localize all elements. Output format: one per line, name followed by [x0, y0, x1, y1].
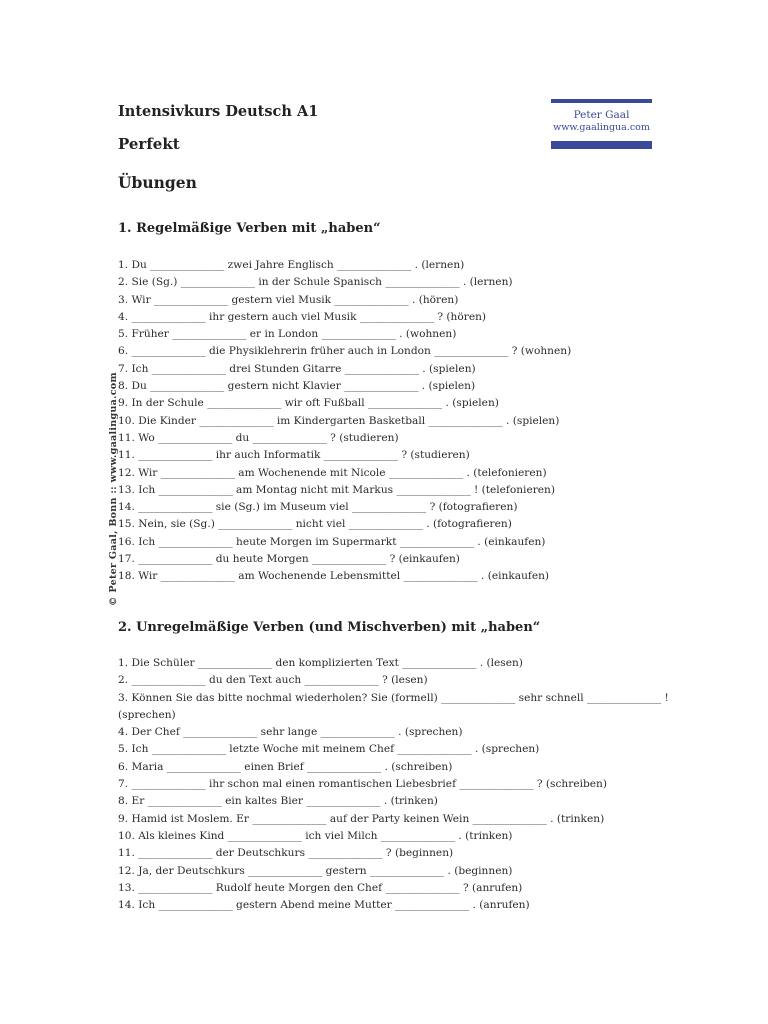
exercise-item: 15. Nein, sie (Sg.) ______________ nicht viel ______________ . (fotografieren): [118, 518, 512, 531]
exercise-item: 2. Sie (Sg.) ______________ in der Schule Spanisch ______________ . (lernen): [118, 276, 513, 289]
exercise-item: 14. Ich ______________ gestern Abend meine Mutter ______________ . (anrufen): [118, 899, 530, 912]
logo-author-name: Peter Gaal: [573, 109, 630, 121]
exercise-item: 6. Maria ______________ einen Brief ______________ . (schreiben): [118, 760, 453, 773]
exercise-item: 3. Wir ______________ gestern viel Musik ______________ . (hören): [118, 293, 459, 306]
exercise-item: 10. Die Kinder ______________ im Kindergarten Basketball ______________ . (spielen): [118, 414, 560, 427]
logo-bottom-bar: [551, 141, 652, 149]
exercise-item: 9. Hamid ist Moslem. Er ______________ auf der Party keinen Wein ______________ . (trinken): [118, 812, 605, 825]
exercise-item: 10. Als kleines Kind ______________ ich viel Milch ______________ . (trinken): [118, 829, 513, 842]
exercise-item: 8. Du ______________ gestern nicht Klavier ______________ . (spielen): [118, 380, 476, 393]
exercise-item: 9. In der Schule ______________ wir oft Fußball ______________ . (spielen): [118, 397, 499, 410]
exercise-item: 12. Ja, der Deutschkurs ______________ gestern ______________ . (beginnen): [118, 864, 513, 877]
author-logo: [551, 99, 652, 149]
logo-top-bar: [551, 99, 652, 103]
exercise-item: 17. ______________ du heute Morgen ______________ ? (einkaufen): [118, 553, 460, 566]
copyright-vertical: © Peter Gaal, Bonn :: www.gaalingua.com: [108, 372, 119, 606]
exercise-item: 7. ______________ ihr schon mal einen romantischen Liebesbrief ______________ ? (schreiben): [118, 778, 607, 791]
section-2-title: 2. Unregelmäßige Verben (und Mischverben) mit „haben“: [118, 620, 541, 635]
exercise-item: 1. Du ______________ zwei Jahre Englisch ______________ . (lernen): [118, 259, 465, 271]
exercise-item: 5. Ich ______________ letzte Woche mit meinem Chef ______________ . (sprechen): [118, 743, 540, 756]
exercise-item: 11. Wo ______________ du ______________ ? (studieren): [118, 431, 399, 444]
logo-website: www.gaalingua.com: [553, 122, 650, 133]
exercise-item: 11. ______________ ihr auch Informatik ______________ ? (studieren): [118, 449, 470, 462]
exercise-item: 12. Wir ______________ am Wochenende mit Nicole ______________ . (telefonieren): [118, 466, 547, 479]
exercise-item: 11. ______________ der Deutschkurs ______________ ? (beginnen): [118, 847, 454, 860]
exercise-item: 7. Ich ______________ drei Stunden Gitarre ______________ . (spielen): [118, 362, 476, 375]
exercise-item: 14. ______________ sie (Sg.) im Museum viel ______________ ? (fotografieren): [118, 501, 518, 514]
exercise-item: 16. Ich ______________ heute Morgen im Supermarkt ______________ . (einkaufen): [118, 535, 546, 548]
exercise-item: 8. Er ______________ ein kaltes Bier ______________ . (trinken): [118, 795, 438, 808]
exercises-heading: Übungen: [118, 173, 197, 192]
exercise-item: 1. Die Schüler ______________ den komplizierten Text ______________ . (lesen): [118, 657, 523, 669]
exercise-item: 6. ______________ die Physiklehrerin früher auch in London ______________ ? (wohnen): [118, 345, 572, 358]
exercise-item: 3. Können Sie das bitte nochmal wiederholen? Sie (formell) ______________ sehr schnell ______________ ! (sprechen): [118, 691, 669, 721]
exercise-item: 18. Wir ______________ am Wochenende Lebensmittel ______________ . (einkaufen): [118, 570, 550, 583]
course-title: Intensivkurs Deutsch A1: [118, 103, 319, 120]
exercise-item: 2. ______________ du den Text auch ______________ ? (lesen): [118, 674, 428, 687]
section-1-exercises: [118, 257, 718, 586]
exercise-item: 4. ______________ ihr gestern auch viel Musik ______________ ? (hören): [118, 310, 487, 323]
exercise-item: 5. Früher ______________ er in London ______________ . (wohnen): [118, 328, 457, 341]
section-1-title: 1. Regelmäßige Verben mit „haben“: [118, 221, 381, 236]
exercise-item: 4. Der Chef ______________ sehr lange ______________ . (sprechen): [118, 726, 463, 739]
topic-title: Perfekt: [118, 135, 180, 153]
section-2-exercises: [118, 655, 718, 914]
exercise-item: 13. Ich ______________ am Montag nicht mit Markus ______________ ! (telefonieren): [118, 483, 556, 496]
exercise-item: 13. ______________ Rudolf heute Morgen den Chef ______________ ? (anrufen): [118, 881, 523, 894]
